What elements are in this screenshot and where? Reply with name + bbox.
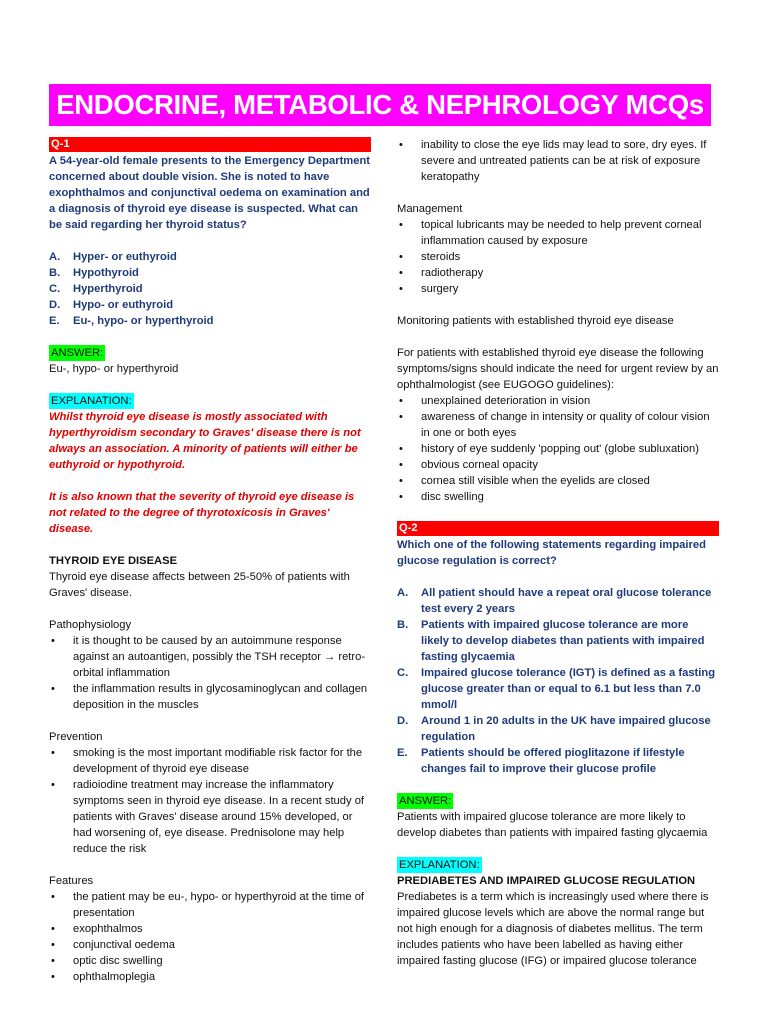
management-list (397, 217, 719, 297)
question-stem: A 54-year-old female presents to the Emergency Department concerned about double vision. She is noted to have exophthalmos and conjunctival oedema on examination and a diagnosis of thyroid eye disease is suspected. What can be said regarding her thyroid status? (49, 155, 371, 231)
question-label: Q-1 (49, 137, 371, 152)
option-a: A. Hyper- or euthyroid (49, 251, 177, 263)
option-c: C. Impaired glucose tolerance (IGT) is defined as a fasting glucose greater than or equal to 6.1 but less than 7.0 mmol/l (397, 667, 716, 711)
list-item: • cornea still visible when the eyelids are closed (399, 475, 650, 487)
subheading-monitoring: Monitoring patients with established thyroid eye disease (397, 315, 674, 327)
subheading-features: Features (49, 875, 94, 887)
explanation-text: Prediabetes is a term which is increasingly used where there is impaired glucose levels which are above the normal range but not high enough for a diagnosis of diabetes mellitus. The term includes patients who have been labelled as having either impaired fasting glucose (IFG) or impaired glucose tolerance (397, 891, 709, 967)
answer-text: Patients with impaired glucose tolerance are more likely to develop diabetes than patients with impaired fasting glycaemia (397, 811, 708, 839)
page-title: ENDOCRINE, METABOLIC & NEPHROLOGY MCQs (49, 84, 711, 126)
options-list (49, 249, 371, 329)
list-item: • smoking is the most important modifiable risk factor for the development of thyroid eye disease (51, 747, 363, 775)
subheading-prevention: Prevention (49, 731, 103, 743)
list-item: • obvious corneal opacity (399, 459, 538, 471)
list-item: • history of eye suddenly 'popping out' (globe subluxation) (399, 443, 699, 455)
list-item: • awareness of change in intensity or quality of colour vision in one or both eyes (399, 411, 710, 439)
explanation-label: EXPLANATION: (51, 395, 132, 407)
list-item: • conjunctival oedema (51, 939, 175, 951)
option-e: E. Eu-, hypo- or hyperthyroid (49, 315, 214, 327)
left-column (49, 137, 371, 985)
option-c: C. Hyperthyroid (49, 283, 143, 295)
list-item: • topical lubricants may be needed to help prevent corneal inflammation caused by exposure (399, 219, 702, 247)
list-item: • optic disc swelling (51, 955, 163, 967)
question-label: Q-2 (397, 521, 719, 536)
answer-label: ANSWER: (51, 347, 104, 359)
right-column (397, 137, 719, 969)
subheading-management: Management (397, 203, 463, 215)
option-d: D. Around 1 in 20 adults in the UK have impaired glucose regulation (397, 715, 711, 743)
list-item: • disc swelling (399, 491, 484, 503)
answer-text: Eu-, hypo- or hyperthyroid (49, 363, 179, 375)
answer-label: ANSWER: (399, 795, 452, 807)
pathophysiology-list (49, 633, 371, 713)
features-list (49, 889, 371, 985)
list-item: • exophthalmos (51, 923, 143, 935)
monitoring-intro: For patients with established thyroid eye disease the following symptoms/signs should indicate the need for urgent review by an ophthalmologist (see EUGOGO guidelines): (397, 347, 719, 391)
subheading-pathophysiology: Pathophysiology (49, 619, 132, 631)
option-e: E. Patients should be offered pioglitazone if lifestyle changes fail to improve their glucose profile (397, 747, 685, 775)
section-heading: PREDIABETES AND IMPAIRED GLUCOSE REGULATION (397, 875, 696, 887)
options-list (397, 585, 719, 777)
option-a: A. All patient should have a repeat oral glucose tolerance test every 2 years (397, 587, 712, 615)
section-heading: THYROID EYE DISEASE (49, 555, 178, 567)
question-stem: Which one of the following statements regarding impaired glucose regulation is correct? (397, 539, 706, 567)
monitoring-list (397, 393, 719, 505)
list-item: • it is thought to be caused by an autoimmune response against an autoantigen, possibly the TSH receptor → retro-orbital inflammation (51, 635, 366, 679)
list-item: • ophthalmoplegia (51, 971, 156, 983)
explanation-label: EXPLANATION: (399, 859, 480, 871)
list-item: • radioiodine treatment may increase the inflammatory symptoms seen in thyroid eye disease. In a recent study of patients with Graves' disease around 15% developed, or had worsening of, eye disease. Prednisolone may help reduce the risk (51, 779, 365, 855)
list-item: • the patient may be eu-, hypo- or hyperthyroid at the time of presentation (51, 891, 365, 919)
explanation-paragraph: It is also known that the severity of thyroid eye disease is not related to the degree of thyrotoxicosis in Graves' disease. (49, 491, 355, 535)
list-item: • the inflammation results in glycosaminoglycan and collagen deposition in the muscles (51, 683, 368, 711)
prevention-list (49, 745, 371, 857)
list-item: • surgery (399, 283, 459, 295)
list-item: • radiotherapy (399, 267, 484, 279)
explanation-paragraph: Whilst thyroid eye disease is mostly associated with hyperthyroidism secondary to Graves' disease there is not always an association. A minority of patients will either be euthyroid or hypothyroid. (49, 411, 361, 471)
list-item: • steroids (399, 251, 461, 263)
list-item: • unexplained deterioration in vision (399, 395, 591, 407)
option-b: B. Hypothyroid (49, 267, 139, 279)
option-b: B. Patients with impaired glucose tolerance are more likely to develop diabetes than patients with impaired fasting glycaemia (397, 619, 705, 663)
option-d: D. Hypo- or euthyroid (49, 299, 174, 311)
section-text: Thyroid eye disease affects between 25-50% of patients with Graves' disease. (49, 571, 350, 599)
features-list-continued (397, 137, 719, 185)
list-item: • inability to close the eye lids may lead to sore, dry eyes. If severe and untreated patients can be at risk of exposure keratopathy (399, 139, 707, 183)
